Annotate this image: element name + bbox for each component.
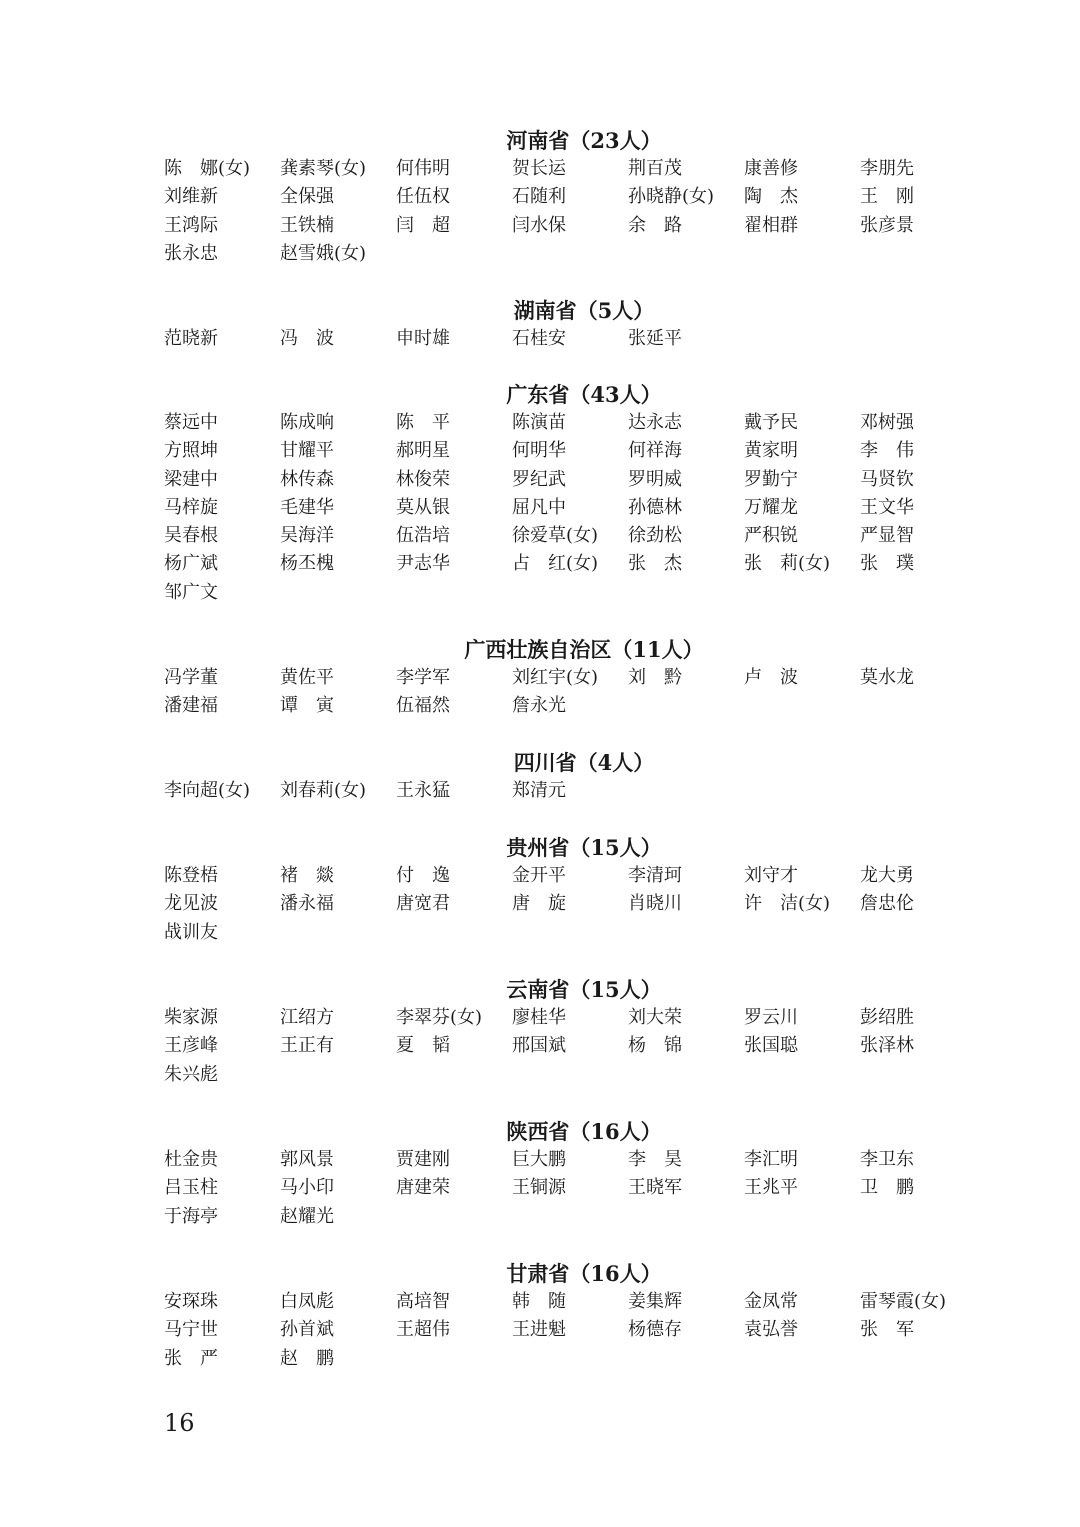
person-name: 陈登梧 bbox=[164, 865, 218, 886]
province-section-henan bbox=[164, 127, 974, 268]
person-name: 张 璞 bbox=[860, 553, 914, 575]
person-name: 万耀龙 bbox=[744, 496, 798, 518]
person-name: 罗勤宁 bbox=[744, 468, 798, 490]
person-name: 李朋先 bbox=[860, 158, 914, 179]
person-name: 张国聪 bbox=[744, 1035, 798, 1057]
person-name: 徐劲松 bbox=[628, 525, 682, 547]
person-name: 邢国斌 bbox=[512, 1035, 566, 1057]
person-name: 韩 随 bbox=[512, 1291, 566, 1312]
section-heading: 四川省（4人） bbox=[513, 750, 655, 775]
person-name: 康善修 bbox=[744, 158, 798, 179]
person-name: 刘守才 bbox=[744, 865, 798, 886]
person-name: 冯学董 bbox=[164, 667, 218, 688]
person-name: 李学军 bbox=[396, 667, 450, 688]
name-grid bbox=[164, 777, 974, 805]
person-name: 达永志 bbox=[628, 412, 682, 433]
person-name: 黄家明 bbox=[744, 440, 798, 462]
person-name: 张彦景 bbox=[860, 214, 914, 236]
person-name: 王 刚 bbox=[860, 186, 914, 208]
person-name: 张 杰 bbox=[628, 553, 682, 575]
person-name: 龙见波 bbox=[164, 893, 218, 915]
person-name: 全保强 bbox=[280, 186, 334, 208]
name-grid bbox=[164, 155, 974, 268]
person-name: 屈凡中 bbox=[512, 496, 566, 518]
person-name: 杨广斌 bbox=[164, 553, 218, 575]
person-name: 朱兴彪 bbox=[164, 1063, 218, 1085]
person-name: 戴予民 bbox=[744, 412, 798, 433]
section-heading: 云南省（15人） bbox=[506, 977, 662, 1002]
person-name: 严显智 bbox=[860, 525, 914, 547]
person-name: 翟相群 bbox=[744, 214, 798, 236]
name-grid bbox=[164, 1146, 974, 1231]
person-name: 罗云川 bbox=[744, 1007, 798, 1028]
person-name: 詹永光 bbox=[512, 695, 566, 717]
person-name: 白凤彪 bbox=[280, 1291, 334, 1312]
person-name: 石桂安 bbox=[512, 328, 566, 349]
person-name: 贺长运 bbox=[512, 158, 566, 179]
person-name: 郝明星 bbox=[396, 440, 450, 462]
province-section-yunnan bbox=[164, 976, 974, 1089]
province-section-guangxi bbox=[164, 636, 974, 721]
person-name: 吴春根 bbox=[164, 525, 218, 547]
person-name: 付 逸 bbox=[396, 865, 450, 886]
person-name: 张 莉(女) bbox=[744, 553, 831, 575]
section-heading: 广东省（43人） bbox=[506, 382, 662, 407]
person-name: 赵雪娥(女) bbox=[280, 242, 367, 264]
person-name: 巨大鹏 bbox=[512, 1149, 566, 1170]
person-name: 王铁楠 bbox=[280, 214, 334, 236]
person-name: 张永忠 bbox=[164, 242, 218, 264]
person-name: 金凤常 bbox=[744, 1291, 798, 1312]
province-section-sichuan bbox=[164, 749, 974, 805]
person-name: 何明华 bbox=[512, 440, 566, 462]
person-name: 刘春莉(女) bbox=[280, 780, 367, 801]
person-name: 毛建华 bbox=[280, 496, 334, 518]
person-name: 何祥海 bbox=[628, 440, 682, 462]
person-name: 马小印 bbox=[280, 1177, 334, 1199]
person-name: 李 伟 bbox=[860, 440, 914, 462]
person-name: 张泽林 bbox=[860, 1035, 914, 1057]
person-name: 蔡远中 bbox=[164, 412, 218, 433]
person-name: 荆百茂 bbox=[628, 158, 682, 179]
person-name: 闫水保 bbox=[512, 214, 566, 236]
name-grid bbox=[164, 862, 974, 947]
person-name: 王鸿际 bbox=[164, 214, 218, 236]
section-heading: 河南省（23人） bbox=[506, 128, 662, 153]
person-name: 金开平 bbox=[512, 865, 566, 886]
person-name: 陈 娜(女) bbox=[164, 158, 251, 179]
person-name: 于海亭 bbox=[164, 1205, 218, 1227]
person-name: 伍福然 bbox=[396, 695, 450, 717]
name-grid bbox=[164, 1288, 974, 1373]
person-name: 孙晓静(女) bbox=[628, 186, 715, 208]
person-name: 许 洁(女) bbox=[744, 893, 831, 915]
person-name: 李清珂 bbox=[628, 865, 682, 886]
person-name: 甘耀平 bbox=[280, 440, 334, 462]
person-name: 唐宽君 bbox=[396, 893, 450, 915]
person-name: 赵耀光 bbox=[280, 1205, 334, 1227]
person-name: 夏 韬 bbox=[396, 1035, 450, 1057]
person-name: 贾建刚 bbox=[396, 1149, 450, 1170]
person-name: 杨 锦 bbox=[628, 1035, 682, 1057]
person-name: 杜金贵 bbox=[164, 1149, 218, 1170]
name-grid bbox=[164, 664, 974, 721]
person-name: 陶 杰 bbox=[744, 186, 798, 208]
person-name: 马贤钦 bbox=[860, 468, 914, 490]
person-name: 潘永福 bbox=[280, 893, 334, 915]
person-name: 梁建中 bbox=[164, 468, 218, 490]
person-name: 林俊荣 bbox=[396, 468, 450, 490]
section-heading: 湖南省（5人） bbox=[513, 298, 655, 323]
person-name: 王兆平 bbox=[744, 1177, 798, 1199]
person-name: 方照坤 bbox=[164, 440, 218, 462]
name-grid bbox=[164, 1004, 974, 1089]
section-heading: 甘肃省（16人） bbox=[506, 1261, 662, 1286]
person-name: 彭绍胜 bbox=[860, 1007, 914, 1028]
person-name: 马梓旋 bbox=[164, 496, 218, 518]
person-name: 李汇明 bbox=[744, 1149, 798, 1170]
person-name: 王超伟 bbox=[396, 1319, 450, 1341]
person-name: 王永猛 bbox=[396, 780, 450, 801]
person-name: 刘红宇(女) bbox=[512, 667, 599, 688]
person-name: 刘 黔 bbox=[628, 667, 682, 688]
person-name: 郑清元 bbox=[512, 780, 566, 801]
person-name: 邹广文 bbox=[164, 581, 218, 603]
person-name: 王晓军 bbox=[628, 1177, 682, 1199]
person-name: 莫水龙 bbox=[860, 667, 914, 688]
person-name: 战训友 bbox=[164, 921, 218, 943]
person-name: 褚 燚 bbox=[280, 865, 334, 886]
person-name: 石随利 bbox=[512, 186, 566, 208]
person-name: 杨丕槐 bbox=[280, 553, 334, 575]
person-name: 李卫东 bbox=[860, 1149, 914, 1170]
province-section-guangdong bbox=[164, 381, 974, 607]
person-name: 吴海洋 bbox=[280, 525, 334, 547]
section-heading: 广西壮族自治区（11人） bbox=[464, 637, 704, 662]
person-name: 黄佐平 bbox=[280, 667, 334, 688]
person-name: 王文华 bbox=[860, 496, 914, 518]
person-name: 卫 鹏 bbox=[860, 1177, 914, 1199]
person-name: 陈成响 bbox=[280, 412, 334, 433]
province-section-hunan bbox=[164, 297, 974, 353]
section-heading: 陕西省（16人） bbox=[506, 1119, 662, 1144]
person-name: 詹忠伦 bbox=[860, 893, 914, 915]
person-name: 范晓新 bbox=[164, 328, 218, 349]
person-name: 闫 超 bbox=[396, 214, 450, 236]
person-name: 李 昊 bbox=[628, 1149, 682, 1170]
province-section-shaanxi bbox=[164, 1118, 974, 1231]
province-section-gansu bbox=[164, 1260, 974, 1373]
person-name: 刘维新 bbox=[164, 186, 218, 208]
person-name: 雷琴霞(女) bbox=[860, 1291, 947, 1312]
person-name: 龚素琴(女) bbox=[280, 158, 367, 179]
person-name: 谭 寅 bbox=[280, 695, 334, 717]
person-name: 陈 平 bbox=[396, 412, 450, 433]
person-name: 姜集辉 bbox=[628, 1291, 682, 1312]
person-name: 张 严 bbox=[164, 1347, 218, 1369]
person-name: 王彦峰 bbox=[164, 1035, 218, 1057]
person-name: 严积锐 bbox=[744, 525, 798, 547]
person-name: 杨德存 bbox=[628, 1319, 682, 1341]
person-name: 余 路 bbox=[628, 214, 682, 236]
person-name: 唐建荣 bbox=[396, 1177, 450, 1199]
person-name: 柴家源 bbox=[164, 1007, 218, 1028]
person-name: 袁弘誉 bbox=[744, 1319, 798, 1341]
person-name: 孙德林 bbox=[628, 496, 682, 518]
person-name: 李向超(女) bbox=[164, 780, 251, 801]
name-grid bbox=[164, 409, 974, 607]
person-name: 罗明威 bbox=[628, 468, 682, 490]
person-name: 张 军 bbox=[860, 1319, 914, 1341]
person-name: 冯 波 bbox=[280, 328, 334, 349]
person-name: 王进魁 bbox=[512, 1319, 566, 1341]
person-name: 陈演苗 bbox=[512, 412, 566, 433]
person-name: 高培智 bbox=[396, 1291, 450, 1312]
person-name: 李翠芬(女) bbox=[396, 1007, 483, 1028]
person-name: 江绍方 bbox=[280, 1007, 334, 1028]
person-name: 王铜源 bbox=[512, 1177, 566, 1199]
person-name: 赵 鹏 bbox=[280, 1347, 334, 1369]
person-name: 莫从银 bbox=[396, 496, 450, 518]
person-name: 马宁世 bbox=[164, 1319, 218, 1341]
person-name: 尹志华 bbox=[396, 553, 450, 575]
person-name: 何伟明 bbox=[396, 158, 450, 179]
person-name: 廖桂华 bbox=[512, 1007, 566, 1028]
person-name: 龙大勇 bbox=[860, 865, 914, 886]
person-name: 任伍权 bbox=[396, 186, 450, 208]
person-name: 林传森 bbox=[280, 468, 334, 490]
page-number: 16 bbox=[164, 1409, 195, 1437]
person-name: 申时雄 bbox=[396, 328, 450, 349]
person-name: 郭风景 bbox=[280, 1149, 334, 1170]
person-name: 罗纪武 bbox=[512, 468, 566, 490]
person-name: 卢 波 bbox=[744, 667, 798, 688]
person-name: 孙首斌 bbox=[280, 1319, 334, 1341]
person-name: 吕玉柱 bbox=[164, 1177, 218, 1199]
person-name: 徐爱草(女) bbox=[512, 525, 599, 547]
person-name: 王正有 bbox=[280, 1035, 334, 1057]
person-name: 潘建福 bbox=[164, 695, 218, 717]
person-name: 安琛珠 bbox=[164, 1291, 218, 1312]
person-name: 占 红(女) bbox=[512, 553, 599, 575]
person-name: 张延平 bbox=[628, 328, 682, 349]
section-heading: 贵州省（15人） bbox=[506, 835, 662, 860]
person-name: 肖晓川 bbox=[628, 893, 682, 915]
person-name: 刘大荣 bbox=[628, 1007, 682, 1028]
province-section-guizhou bbox=[164, 834, 974, 947]
name-grid bbox=[164, 325, 974, 353]
person-name: 唐 旋 bbox=[512, 893, 566, 915]
person-name: 伍浩培 bbox=[396, 525, 450, 547]
person-name: 邓树强 bbox=[860, 412, 914, 433]
